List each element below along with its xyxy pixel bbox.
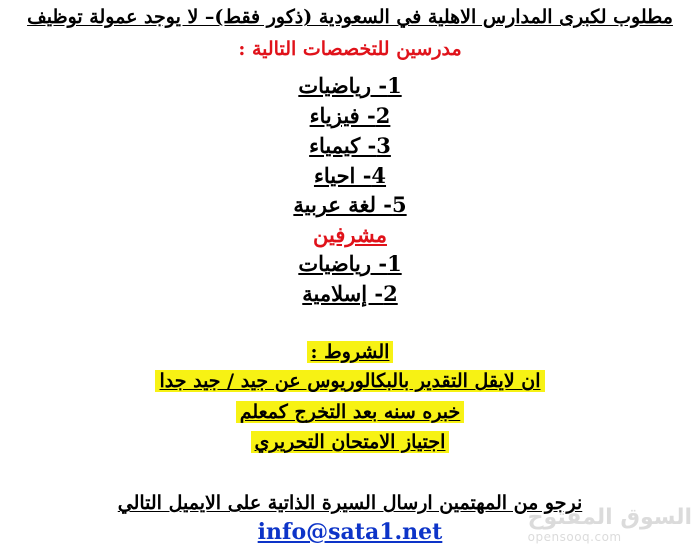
- condition-item: [0, 401, 700, 423]
- subject-item: [0, 163, 700, 188]
- supervisors-title-text: مشرفين: [313, 222, 387, 247]
- supervisors-title: [0, 222, 700, 247]
- condition-item-text: ان لايقل التقدير بالبكالوريوس عن جيد / جيد جدا: [155, 370, 544, 392]
- subject-item-text: 4- احياء: [313, 163, 387, 188]
- ad-headline-text: مطلوب لكبرى المدارس الاهلية في السعودية (ذكور فقط)– لا يوجد عمولة توظيف: [27, 6, 673, 28]
- subject-item: [0, 192, 700, 217]
- supervisor-item-text: 2- إسلامية: [302, 281, 398, 306]
- subject-item: [0, 73, 700, 98]
- condition-item-text: خبره سنه بعد التخرج كمعلم: [236, 401, 465, 423]
- opensooq-watermark: [528, 505, 692, 544]
- condition-item-text: اجتياز الامتحان التحريري: [251, 431, 450, 453]
- subject-item: [0, 103, 700, 128]
- condition-item: [0, 431, 700, 453]
- supervisor-item: [0, 281, 700, 306]
- supervisor-item-text: 1- رياضيات: [298, 251, 402, 276]
- watermark-arabic: السوق المفتوح: [527, 505, 692, 530]
- teachers-subhead-text: مدرسين للتخصصات التالية :: [238, 38, 462, 60]
- conditions-title: [0, 341, 700, 363]
- subject-item-text: 1- رياضيات: [298, 73, 402, 98]
- ad-headline: [0, 6, 700, 28]
- subject-item-text: 2- فيزياء: [309, 103, 391, 128]
- apply-instructions-text: نرجو من المهتمين ارسال السيرة الذاتية على الايميل التالي: [117, 492, 583, 514]
- supervisor-item: [0, 251, 700, 276]
- teachers-subhead: [0, 38, 700, 60]
- subject-item: [0, 133, 700, 158]
- subject-item-text: 5- لغة عربية: [293, 192, 407, 217]
- subject-item-text: 3- كيمياء: [309, 133, 391, 158]
- conditions-title-text: الشروط :: [307, 341, 394, 363]
- condition-item: [0, 370, 700, 392]
- email-link[interactable]: info@sata1.net: [257, 519, 443, 545]
- watermark-latin: opensooq.com: [527, 530, 622, 544]
